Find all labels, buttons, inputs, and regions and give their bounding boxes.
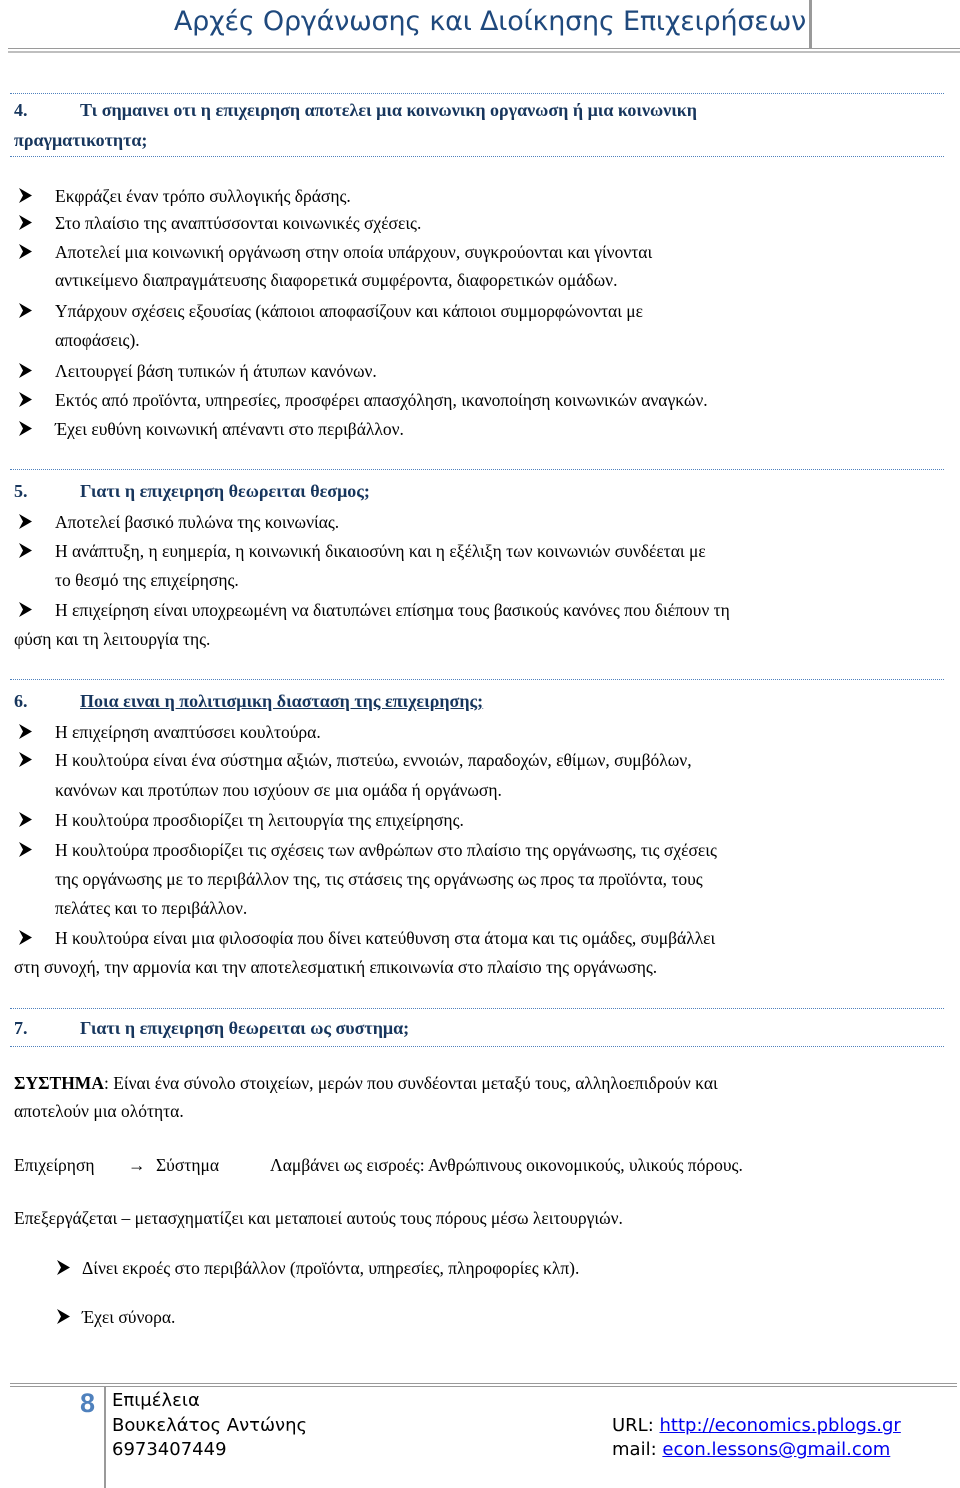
- question-4-title-continued: πραγματικοτητα;: [14, 130, 148, 150]
- arrowhead-bullet-icon: [17, 841, 34, 858]
- list-item: Η ανάπτυξη, η ευημερία, η κοινωνική δικαιοσύνη και η εξέλιξη των κοινωνιών συνδέεται με: [55, 541, 706, 561]
- list-item-continued: αντικείμενο διαπραγμάτευσης διαφορετικά συμφέροντα, διαφορετικών ομάδων.: [55, 270, 618, 290]
- flow-from: Επιχείρηση: [14, 1155, 95, 1175]
- header-divider: [8, 48, 960, 49]
- section-divider: [10, 679, 944, 680]
- arrowhead-bullet-icon: [17, 420, 34, 437]
- list-item: Η κουλτούρα είναι ένα σύστημα αξιών, πιστεύω, εννοιών, παραδοχών, εθίμων, συμβόλων,: [55, 750, 692, 770]
- section-divider: [10, 469, 944, 470]
- arrowhead-bullet-icon: [17, 214, 34, 231]
- url-link[interactable]: http://economics.pblogs.gr: [659, 1415, 901, 1436]
- footer-label: Επιμέλεια: [112, 1390, 200, 1411]
- question-title-text: Ποια ειναι η πολιτισμικη διασταση της επιχειρησης;: [80, 691, 484, 711]
- arrowhead-bullet-icon: [17, 542, 34, 559]
- arrowhead-bullet-icon: [17, 243, 34, 260]
- section-divider: [10, 1046, 944, 1047]
- list-item: Η επιχείρηση είναι υποχρεωμένη να διατυπώνει επίσημα τους βασικούς κανόνες που διέπουν τη: [55, 600, 730, 620]
- list-item: Αποτελεί βασικό πυλώνα της κοινωνίας.: [55, 512, 340, 532]
- header-divider-vertical: [809, 0, 812, 48]
- list-item-continued: το θεσμό της επιχείρησης.: [55, 570, 239, 590]
- arrowhead-bullet-icon: [17, 391, 34, 408]
- inputs-text: Λαμβάνει ως εισροές: Ανθρώπινους οικονομικούς, υλικούς πόρους.: [270, 1155, 743, 1175]
- question-title-text: Τι σημαινει οτι η επιχειρηση αποτελει μια κοινωνικη οργανωση ή μια κοινωνικη: [80, 100, 697, 120]
- arrowhead-bullet-icon: [17, 929, 34, 946]
- list-item-continued: αποφάσεις).: [55, 330, 140, 350]
- document-header-title: Αρχές Οργάνωσης και Διοίκησης Επιχειρήσεων: [173, 6, 806, 37]
- list-item: Η επιχείρηση αναπτύσσει κουλτούρα.: [55, 722, 321, 742]
- section-divider: [10, 1008, 944, 1009]
- list-item: Έχει σύνορα.: [82, 1307, 176, 1327]
- list-item: Η κουλτούρα προσδιορίζει τη λειτουργία της επιχείρησης.: [55, 810, 464, 830]
- process-right: μετασχηματίζει και μεταποιεί αυτούς τους πόρους μέσω λειτουργιών.: [134, 1208, 623, 1228]
- question-5-title: [14, 479, 370, 503]
- process-left: Επεξεργάζεται: [14, 1208, 118, 1228]
- arrowhead-bullet-icon: [17, 513, 34, 530]
- system-definition-continued: αποτελούν μια ολότητα.: [14, 1101, 184, 1121]
- footer-author: Βουκελάτος Αντώνης: [112, 1415, 308, 1436]
- list-item: Η κουλτούρα είναι μια φιλοσοφία που δίνει κατεύθυνση στα άτομα και τις ομάδες, συμβάλλει: [55, 928, 716, 948]
- arrowhead-bullet-icon: [17, 187, 34, 204]
- list-item: Αποτελεί μια κοινωνική οργάνωση στην οποία υπάρχουν, συγκρούονται και γίνονται: [55, 242, 653, 262]
- question-4-title: [14, 98, 697, 122]
- section-divider: [10, 93, 944, 94]
- question-7-title: [14, 1016, 409, 1040]
- question-number: 7.: [14, 1018, 28, 1038]
- arrowhead-bullet-icon: [17, 811, 34, 828]
- list-item: Λειτουργεί βάση τυπικών ή άτυπων κανόνων.: [55, 361, 377, 381]
- list-item-continued: πελάτες και το περιβάλλον.: [55, 898, 248, 918]
- list-item: Υπάρχουν σχέσεις εξουσίας (κάποιοι αποφασίζουν και κάποιοι συμμορφώνονται με: [55, 301, 644, 321]
- arrowhead-bullet-icon: [17, 362, 34, 379]
- flow-to: Σύστημα: [156, 1155, 220, 1175]
- list-item-continued: της οργάνωσης με το περιβάλλον της, τις στάσεις της οργάνωσης ως προς τα προϊόντα, τους: [55, 869, 703, 889]
- arrowhead-bullet-icon: [55, 1308, 72, 1325]
- arrowhead-bullet-icon: [17, 723, 34, 740]
- section-divider: [10, 156, 944, 157]
- list-item-continued: στη συνοχή, την αρμονία και την αποτελεσματική επικοινωνία στο πλαίσιο της οργάνωσης.: [14, 957, 658, 977]
- arrowhead-bullet-icon: [17, 751, 34, 768]
- system-definition-text: : Είναι ένα σύνολο στοιχείων, μερών που συνδέονται μεταξύ τους, αλληλοεπιδρούν και: [103, 1073, 718, 1093]
- url-label: URL:: [612, 1415, 654, 1436]
- header-divider-secondary: [8, 51, 960, 53]
- mail-link[interactable]: econ.lessons@gmail.com: [662, 1439, 891, 1460]
- system-term: ΣΥΣΤΗΜΑ: [14, 1073, 104, 1093]
- question-number: 6.: [14, 691, 28, 711]
- page-number: 8: [79, 1388, 95, 1418]
- list-item: Δίνει εκροές στο περιβάλλον (προϊόντα, υπηρεσίες, πληροφορίες κλπ).: [82, 1258, 580, 1278]
- footer-divider-secondary: [10, 1386, 957, 1387]
- list-item: Εκτός από προϊόντα, υπηρεσίες, προσφέρει απασχόληση, ικανοποίηση κοινωνικών αναγκών.: [55, 390, 708, 410]
- question-title-text: Γιατι η επιχειρηση θεωρειται θεσμος;: [80, 481, 370, 501]
- list-item: Εκφράζει έναν τρόπο συλλογικής δράσης.: [55, 186, 351, 206]
- arrow-right-icon: →: [128, 1155, 146, 1175]
- arrowhead-bullet-icon: [17, 601, 34, 618]
- process-dash: –: [121, 1208, 131, 1228]
- arrowhead-bullet-icon: [55, 1259, 72, 1276]
- footer-divider: [10, 1383, 957, 1384]
- footer-url: [612, 1414, 901, 1438]
- question-number: 4.: [14, 100, 28, 120]
- list-item: Στο πλαίσιο της αναπτύσσονται κοινωνικές σχέσεις.: [55, 213, 422, 233]
- question-number: 5.: [14, 481, 28, 501]
- arrowhead-bullet-icon: [17, 302, 34, 319]
- process-text: [14, 1206, 623, 1230]
- system-definition: [14, 1071, 718, 1095]
- list-item: Έχει ευθύνη κοινωνική απέναντι στο περιβάλλον.: [55, 419, 404, 439]
- list-item-continued: φύση και τη λειτουργία της.: [14, 629, 211, 649]
- footer-divider-vertical: [104, 1386, 106, 1488]
- list-item: Η κουλτούρα προσδιορίζει τις σχέσεις των ανθρώπων στο πλαίσιο της οργάνωσης, τις σχέσεις: [55, 840, 717, 860]
- footer-mail: [612, 1438, 890, 1462]
- footer-phone: 6973407449: [112, 1439, 227, 1460]
- question-title-text: Γιατι η επιχειρηση θεωρειται ως συστημα;: [80, 1018, 410, 1038]
- question-6-title: [14, 689, 483, 713]
- list-item-continued: κανόνων και προτύπων που ισχύουν σε μια ομάδα ή οργάνωση.: [55, 780, 502, 800]
- mail-label: mail:: [612, 1439, 657, 1460]
